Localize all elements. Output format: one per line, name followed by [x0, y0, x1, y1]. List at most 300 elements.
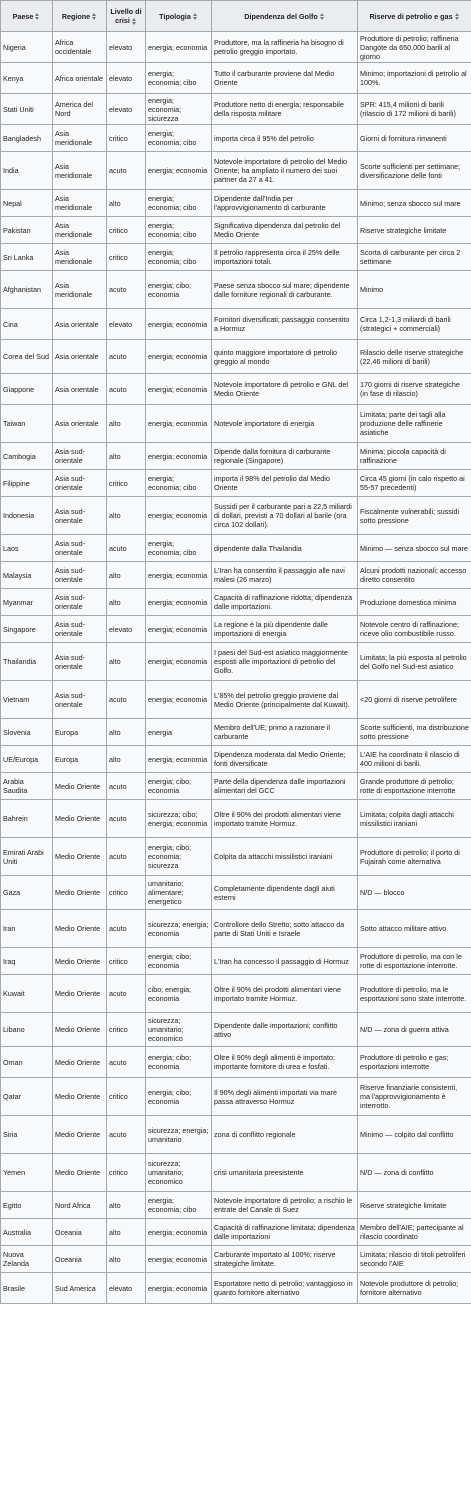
- cell-tipologia: umanitario; alimentare; energetico: [146, 876, 212, 910]
- cell-paese: Indonesia: [1, 497, 53, 535]
- column-header-label: Livello di crisi: [110, 7, 142, 25]
- cell-regione: Asia sud-orientale: [53, 535, 107, 562]
- cell-riserve: Minimo — colpito dal conflitto: [358, 1116, 471, 1154]
- cell-regione: Asia sud-orientale: [53, 616, 107, 643]
- cell-livello-di-crisi: critico: [107, 244, 146, 271]
- cell-riserve: Giorni di fornitura rimanenti: [358, 125, 471, 152]
- cell-regione: Medio Oriente: [53, 773, 107, 800]
- cell-paese: Australia: [1, 1219, 53, 1246]
- cell-regione: Asia sud-orientale: [53, 589, 107, 616]
- cell-livello-di-crisi: critico: [107, 1154, 146, 1192]
- cell-livello-di-crisi: acuto: [107, 681, 146, 719]
- cell-riserve: N/D — zona di conflitto: [358, 1154, 471, 1192]
- cell-regione: Medio Oriente: [53, 910, 107, 948]
- cell-regione: Medio Oriente: [53, 975, 107, 1013]
- cell-paese: Yemen: [1, 1154, 53, 1192]
- cell-riserve: N/D — blocco: [358, 876, 471, 910]
- table-row: [1, 616, 471, 643]
- cell-regione: Asia sud-orientale: [53, 470, 107, 497]
- cell-tipologia: energia; economia; cibo: [146, 63, 212, 94]
- table-row: [1, 1192, 471, 1219]
- cell-regione: Medio Oriente: [53, 1116, 107, 1154]
- cell-tipologia: energia; cibo; economia: [146, 948, 212, 975]
- table-row: [1, 32, 471, 63]
- cell-paese: Filippine: [1, 470, 53, 497]
- cell-dipendenza-del-golfo: L'Iran ha concesso il passaggio di Hormuz: [212, 948, 358, 975]
- cell-tipologia: energia; cibo; economia; sicurezza: [146, 838, 212, 876]
- cell-tipologia: energia; economia: [146, 681, 212, 719]
- cell-dipendenza-del-golfo: L'85% del petrolio greggio proviene dal Medio Oriente (principalmente dal Kuwait).: [212, 681, 358, 719]
- table-row: [1, 773, 471, 800]
- cell-tipologia: energia; economia: [146, 1273, 212, 1304]
- cell-paese: Corea del Sud: [1, 340, 53, 374]
- cell-tipologia: energia; economia: [146, 405, 212, 443]
- sort-arrows-icon[interactable]: [35, 13, 40, 20]
- cell-dipendenza-del-golfo: zona di conflitto regionale: [212, 1116, 358, 1154]
- table-row: [1, 1154, 471, 1192]
- cell-livello-di-crisi: acuto: [107, 535, 146, 562]
- cell-dipendenza-del-golfo: Dipendente dalle importazioni; conflitto attivo: [212, 1013, 358, 1047]
- cell-paese: Vietnam: [1, 681, 53, 719]
- cell-paese: Kenya: [1, 63, 53, 94]
- table-row: [1, 340, 471, 374]
- cell-dipendenza-del-golfo: Il petrolio rappresenta circa il 25% delle importazioni totali.: [212, 244, 358, 271]
- cell-livello-di-crisi: acuto: [107, 374, 146, 405]
- cell-livello-di-crisi: acuto: [107, 773, 146, 800]
- cell-paese: India: [1, 152, 53, 190]
- table-row: [1, 470, 471, 497]
- cell-livello-di-crisi: acuto: [107, 1116, 146, 1154]
- cell-paese: Arabia Saudita: [1, 773, 53, 800]
- cell-riserve: Scorte sufficienti, ma distribuzione sotto pressione: [358, 719, 471, 746]
- cell-dipendenza-del-golfo: Esportatore netto di petrolio; vantaggioso in quanto fornitore alternativo: [212, 1273, 358, 1304]
- cell-riserve: Produttore di petrolio; il porto di Fujairah come alternativa: [358, 838, 471, 876]
- cell-paese: Slovenia: [1, 719, 53, 746]
- cell-riserve: Produttore di petrolio, ma le esportazioni sono state interrotte.: [358, 975, 471, 1013]
- cell-paese: Thailandia: [1, 643, 53, 681]
- cell-tipologia: energia; cibo; economia: [146, 1078, 212, 1116]
- cell-dipendenza-del-golfo: Fornitori diversificati; passaggio consentito a Hormuz: [212, 309, 358, 340]
- cell-paese: Iran: [1, 910, 53, 948]
- cell-regione: Asia sud-orientale: [53, 443, 107, 470]
- cell-tipologia: energia; economia: [146, 1219, 212, 1246]
- cell-riserve: Produttore di petrolio; raffineria Dangote da 650.000 barili al giorno: [358, 32, 471, 63]
- cell-riserve: Riserve strategiche limitate: [358, 217, 471, 244]
- cell-livello-di-crisi: acuto: [107, 152, 146, 190]
- cell-regione: Medio Oriente: [53, 800, 107, 838]
- column-header-label: Dipendenza del Golfo: [244, 11, 318, 21]
- cell-tipologia: sicurezza; umanitario; economico: [146, 1013, 212, 1047]
- cell-dipendenza-del-golfo: Paese senza sbocco sul mare; dipendente dalle forniture regionali di carburante.: [212, 271, 358, 309]
- cell-livello-di-crisi: elevato: [107, 63, 146, 94]
- table-row: [1, 1219, 471, 1246]
- table-row: [1, 1273, 471, 1304]
- cell-livello-di-crisi: alto: [107, 643, 146, 681]
- cell-regione: America del Nord: [53, 94, 107, 125]
- cell-dipendenza-del-golfo: importa il 98% del petrolio dal Medio Oriente: [212, 470, 358, 497]
- cell-regione: Medio Oriente: [53, 1047, 107, 1078]
- cell-paese: Nigeria: [1, 32, 53, 63]
- cell-livello-di-crisi: critico: [107, 1013, 146, 1047]
- column-header-regione[interactable]: [53, 1, 107, 32]
- table-row: [1, 876, 471, 910]
- cell-livello-di-crisi: acuto: [107, 340, 146, 374]
- cell-tipologia: sicurezza; energia; economia: [146, 910, 212, 948]
- cell-dipendenza-del-golfo: Dipendenza moderata dal Medio Oriente; fonti diversificate: [212, 746, 358, 773]
- cell-regione: Medio Oriente: [53, 1078, 107, 1116]
- table-row: [1, 643, 471, 681]
- cell-dipendenza-del-golfo: Il 90% degli alimenti importati via mare passa attraverso Hormuz: [212, 1078, 358, 1116]
- sort-arrows-icon[interactable]: [132, 18, 137, 25]
- cell-paese: Qatar: [1, 1078, 53, 1116]
- cell-regione: Asia sud-orientale: [53, 497, 107, 535]
- cell-regione: Medio Oriente: [53, 876, 107, 910]
- cell-paese: Afghanistan: [1, 271, 53, 309]
- cell-livello-di-crisi: alto: [107, 405, 146, 443]
- cell-dipendenza-del-golfo: Parte della dipendenza dalle importazioni alimentari del GCC: [212, 773, 358, 800]
- cell-tipologia: energia; economia: [146, 152, 212, 190]
- column-header-paese[interactable]: [1, 1, 53, 32]
- cell-riserve: Minimo — senza sbocco sul mare: [358, 535, 471, 562]
- cell-regione: Asia orientale: [53, 374, 107, 405]
- cell-paese: Siria: [1, 1116, 53, 1154]
- table-row: [1, 190, 471, 217]
- cell-paese: Oman: [1, 1047, 53, 1078]
- cell-paese: Singapore: [1, 616, 53, 643]
- cell-riserve: Limitata; parte dei tagli alla produzione delle raffinerie asiatiche: [358, 405, 471, 443]
- cell-tipologia: energia; economia: [146, 374, 212, 405]
- cell-riserve: Circa 1,2-1,3 miliardi di barili (strategici + commerciali): [358, 309, 471, 340]
- cell-tipologia: energia; economia: [146, 1246, 212, 1273]
- cell-regione: Africa occidentale: [53, 32, 107, 63]
- cell-tipologia: energia; economia: [146, 340, 212, 374]
- cell-tipologia: energia; economia; cibo: [146, 1192, 212, 1219]
- cell-livello-di-crisi: alto: [107, 1192, 146, 1219]
- cell-dipendenza-del-golfo: dipendente dalla Thailandia: [212, 535, 358, 562]
- cell-regione: Oceania: [53, 1219, 107, 1246]
- cell-tipologia: energia; economia: [146, 443, 212, 470]
- column-header-label: Riserve di petrolio e gas: [369, 11, 453, 21]
- cell-paese: Bahrein: [1, 800, 53, 838]
- cell-livello-di-crisi: alto: [107, 443, 146, 470]
- cell-livello-di-crisi: acuto: [107, 1047, 146, 1078]
- cell-tipologia: sicurezza; cibo; energia; economia: [146, 800, 212, 838]
- cell-regione: Asia meridionale: [53, 125, 107, 152]
- column-header-tipologia[interactable]: [146, 1, 212, 32]
- cell-livello-di-crisi: alto: [107, 589, 146, 616]
- cell-livello-di-crisi: acuto: [107, 910, 146, 948]
- cell-regione: Asia meridionale: [53, 271, 107, 309]
- cell-dipendenza-del-golfo: Oltre il 90% dei prodotti alimentari viene importato tramite Hormuz.: [212, 800, 358, 838]
- cell-regione: Sud America: [53, 1273, 107, 1304]
- cell-tipologia: cibo; energia; economia: [146, 975, 212, 1013]
- cell-riserve: Fiscalmente vulnerabili; sussidi sotto pressione: [358, 497, 471, 535]
- cell-paese: Taiwan: [1, 405, 53, 443]
- cell-dipendenza-del-golfo: Significativa dipendenza dal petrolio del Medio Oriente: [212, 217, 358, 244]
- cell-riserve: Minimo: [358, 271, 471, 309]
- cell-dipendenza-del-golfo: Oltre il 90% dei prodotti alimentari viene importato tramite Hormuz.: [212, 975, 358, 1013]
- cell-paese: Sri Lanka: [1, 244, 53, 271]
- table-row: [1, 152, 471, 190]
- cell-regione: Europa: [53, 719, 107, 746]
- table-row: [1, 1047, 471, 1078]
- cell-tipologia: energia; economia; cibo: [146, 244, 212, 271]
- table-row: [1, 405, 471, 443]
- cell-livello-di-crisi: alto: [107, 190, 146, 217]
- cell-regione: Asia sud-orientale: [53, 681, 107, 719]
- cell-tipologia: energia; cibo; economia: [146, 271, 212, 309]
- table-row: [1, 910, 471, 948]
- cell-paese: Gaza: [1, 876, 53, 910]
- cell-regione: Asia meridionale: [53, 190, 107, 217]
- cell-riserve: N/D — zona di guerra attiva: [358, 1013, 471, 1047]
- table-row: [1, 271, 471, 309]
- table-row: [1, 562, 471, 589]
- cell-livello-di-crisi: critico: [107, 1078, 146, 1116]
- cell-tipologia: energia; economia; cibo: [146, 470, 212, 497]
- column-header-label: Tipologia: [159, 11, 191, 21]
- table-row: [1, 1116, 471, 1154]
- cell-tipologia: energia; cibo; economia: [146, 773, 212, 800]
- cell-regione: Nord Africa: [53, 1192, 107, 1219]
- cell-dipendenza-del-golfo: crisi umanitaria preesistente: [212, 1154, 358, 1192]
- cell-paese: Nuova Zelanda: [1, 1246, 53, 1273]
- cell-dipendenza-del-golfo: Capacità di raffinazione ridotta; dipendenza dalle importazioni.: [212, 589, 358, 616]
- cell-tipologia: energia; economia: [146, 309, 212, 340]
- table-row: [1, 838, 471, 876]
- cell-livello-di-crisi: alto: [107, 1246, 146, 1273]
- cell-regione: Medio Oriente: [53, 948, 107, 975]
- cell-tipologia: energia; economia: [146, 643, 212, 681]
- table-row: [1, 1013, 471, 1047]
- cell-dipendenza-del-golfo: Completamente dipendente dagli aiuti esterni: [212, 876, 358, 910]
- cell-livello-di-crisi: critico: [107, 125, 146, 152]
- cell-tipologia: energia; economia; cibo: [146, 535, 212, 562]
- table-row: [1, 746, 471, 773]
- cell-livello-di-crisi: elevato: [107, 32, 146, 63]
- cell-dipendenza-del-golfo: Sussidi per il carburante pari a 22,5 miliardi di dollari, previsti a 70 dollari al barile (ora circa 102 dollari).: [212, 497, 358, 535]
- cell-dipendenza-del-golfo: Notevole importatore di petrolio; a rischio le entrate del Canale di Suez: [212, 1192, 358, 1219]
- cell-livello-di-crisi: elevato: [107, 1273, 146, 1304]
- cell-regione: Asia orientale: [53, 405, 107, 443]
- cell-riserve: Produttore di petrolio, ma con le rotte di esportazione interrotte.: [358, 948, 471, 975]
- cell-riserve: Sotto attacco militare attivo: [358, 910, 471, 948]
- cell-dipendenza-del-golfo: Produttore netto di energia; responsabile della risposta militare: [212, 94, 358, 125]
- cell-paese: Brasile: [1, 1273, 53, 1304]
- cell-livello-di-crisi: alto: [107, 1219, 146, 1246]
- cell-livello-di-crisi: critico: [107, 470, 146, 497]
- cell-livello-di-crisi: critico: [107, 948, 146, 975]
- cell-regione: Asia sud-orientale: [53, 643, 107, 681]
- cell-paese: Giappone: [1, 374, 53, 405]
- cell-livello-di-crisi: acuto: [107, 271, 146, 309]
- cell-livello-di-crisi: critico: [107, 217, 146, 244]
- table-row: [1, 94, 471, 125]
- cell-dipendenza-del-golfo: L'Iran ha consentito il passaggio alle navi malesi (26 marzo): [212, 562, 358, 589]
- table-row: [1, 975, 471, 1013]
- cell-dipendenza-del-golfo: Notevole importatore di petrolio e GNL del Medio Oriente: [212, 374, 358, 405]
- column-header-livello-di-crisi[interactable]: [107, 1, 146, 32]
- cell-riserve: Riserve strategiche limitate: [358, 1192, 471, 1219]
- table-row: [1, 374, 471, 405]
- table-row: [1, 800, 471, 838]
- cell-riserve: Alcuni prodotti nazionali; accesso diretto consentito: [358, 562, 471, 589]
- cell-livello-di-crisi: acuto: [107, 838, 146, 876]
- cell-paese: Iraq: [1, 948, 53, 975]
- cell-tipologia: energia; economia: [146, 32, 212, 63]
- cell-regione: Asia meridionale: [53, 217, 107, 244]
- cell-dipendenza-del-golfo: Dipendente dall'India per l'approvvigionamento di carburante: [212, 190, 358, 217]
- table-row: [1, 535, 471, 562]
- cell-tipologia: energia; economia; cibo: [146, 125, 212, 152]
- table-row: [1, 497, 471, 535]
- table-row: [1, 1246, 471, 1273]
- table-row: [1, 125, 471, 152]
- cell-riserve: Membro dell'AIE; partecipante al rilascio coordinato: [358, 1219, 471, 1246]
- cell-dipendenza-del-golfo: Notevole importatore di energia: [212, 405, 358, 443]
- table-row: [1, 63, 471, 94]
- cell-dipendenza-del-golfo: Controllore dello Stretto; sotto attacco da parte di Stati Uniti e Israele: [212, 910, 358, 948]
- cell-tipologia: energia; economia: [146, 562, 212, 589]
- cell-regione: Europa: [53, 746, 107, 773]
- cell-dipendenza-del-golfo: quinto maggiore importatore di petrolio greggio al mondo: [212, 340, 358, 374]
- cell-paese: Malaysia: [1, 562, 53, 589]
- cell-riserve: Minimo; importazioni di petrolio al 100%.: [358, 63, 471, 94]
- cell-regione: Medio Oriente: [53, 1154, 107, 1192]
- column-header-dipendenza-del-golfo[interactable]: [212, 1, 358, 32]
- column-header-label: Regione: [61, 11, 91, 21]
- cell-riserve: Grande produttore di petrolio; rotte di esportazione interrotte: [358, 773, 471, 800]
- cell-regione: Medio Oriente: [53, 838, 107, 876]
- cell-riserve: Produzione domestica minima: [358, 589, 471, 616]
- cell-riserve: Scorta di carburante per circa 2 settimane: [358, 244, 471, 271]
- cell-paese: Pakistan: [1, 217, 53, 244]
- cell-riserve: Notevole produttore di petrolio; fornitore alternativo: [358, 1273, 471, 1304]
- cell-tipologia: energia; economia; cibo: [146, 217, 212, 244]
- table-row: [1, 217, 471, 244]
- cell-tipologia: energia; economia; sicurezza: [146, 94, 212, 125]
- cell-dipendenza-del-golfo: Colpita da attacchi missilistici iraniani: [212, 838, 358, 876]
- cell-livello-di-crisi: acuto: [107, 975, 146, 1013]
- cell-regione: Africa orientale: [53, 63, 107, 94]
- cell-dipendenza-del-golfo: Capacità di raffinazione limitata; dipendenza dalle importazioni: [212, 1219, 358, 1246]
- cell-dipendenza-del-golfo: Notevole importatore di petrolio del Medio Oriente; ha ampliato il numero dei suoi partner da 27 a 41.: [212, 152, 358, 190]
- cell-livello-di-crisi: elevato: [107, 616, 146, 643]
- cell-paese: Laos: [1, 535, 53, 562]
- sort-arrows-icon[interactable]: [455, 13, 460, 20]
- cell-tipologia: energia; economia; cibo: [146, 190, 212, 217]
- cell-regione: Asia meridionale: [53, 244, 107, 271]
- cell-riserve: Limitata; rilascio di titoli petroliferi secondo l'AIE: [358, 1246, 471, 1273]
- cell-dipendenza-del-golfo: Membro dell'UE; primo a razionare il carburante: [212, 719, 358, 746]
- cell-riserve: SPR: 415,4 milioni di barili (rilascio di 172 milioni di barili): [358, 94, 471, 125]
- cell-dipendenza-del-golfo: Produttore, ma la raffineria ha bisogno di petrolio greggio importato.: [212, 32, 358, 63]
- cell-riserve: Circa 45 giorni (in calo rispetto ai 55-57 precedenti): [358, 470, 471, 497]
- cell-riserve: Limitata; colpita dagli attacchi missilistici iraniani: [358, 800, 471, 838]
- cell-paese: Nepal: [1, 190, 53, 217]
- cell-tipologia: energia; economia: [146, 589, 212, 616]
- cell-dipendenza-del-golfo: La regione è la più dipendente dalle importazioni di energia: [212, 616, 358, 643]
- cell-paese: Egitto: [1, 1192, 53, 1219]
- cell-riserve: Notevole centro di raffinazione; riceve olio combustibile russo.: [358, 616, 471, 643]
- cell-riserve: Scorte sufficienti per settimane; diversificazione delle fonti: [358, 152, 471, 190]
- table-row: [1, 309, 471, 340]
- cell-tipologia: energia; cibo; economia: [146, 1047, 212, 1078]
- table-row: [1, 244, 471, 271]
- cell-riserve: Riserve finanziarie consistenti, ma l'approvvigionamento è interrotto.: [358, 1078, 471, 1116]
- cell-livello-di-crisi: alto: [107, 497, 146, 535]
- cell-livello-di-crisi: critico: [107, 876, 146, 910]
- cell-regione: Asia orientale: [53, 309, 107, 340]
- cell-paese: Emirati Arabi Uniti: [1, 838, 53, 876]
- cell-tipologia: sicurezza; energia; umanitario: [146, 1116, 212, 1154]
- cell-riserve: Limitata; la più esposta al petrolio del Golfo nel Sud-est asiatico: [358, 643, 471, 681]
- cell-paese: UE/Europa: [1, 746, 53, 773]
- cell-paese: Cina: [1, 309, 53, 340]
- cell-tipologia: energia: [146, 719, 212, 746]
- table-row: [1, 589, 471, 616]
- cell-dipendenza-del-golfo: Dipende dalla fornitura di carburante regionale (Singapore): [212, 443, 358, 470]
- cell-livello-di-crisi: alto: [107, 746, 146, 773]
- cell-dipendenza-del-golfo: Tutto il carburante proviene dal Medio Oriente: [212, 63, 358, 94]
- cell-riserve: Minimo; senza sbocco sul mare: [358, 190, 471, 217]
- header-row: [1, 1, 471, 32]
- cell-paese: Cambogia: [1, 443, 53, 470]
- cell-regione: Asia sud-orientale: [53, 562, 107, 589]
- cell-tipologia: energia; economia: [146, 616, 212, 643]
- sort-arrows-icon[interactable]: [193, 13, 198, 20]
- cell-livello-di-crisi: elevato: [107, 94, 146, 125]
- table-row: [1, 443, 471, 470]
- cell-livello-di-crisi: acuto: [107, 800, 146, 838]
- cell-livello-di-crisi: alto: [107, 562, 146, 589]
- cell-paese: Kuwait: [1, 975, 53, 1013]
- cell-riserve: <20 giorni di riserve petrolifere: [358, 681, 471, 719]
- cell-regione: Medio Oriente: [53, 1013, 107, 1047]
- cell-regione: Asia meridionale: [53, 152, 107, 190]
- cell-paese: Libano: [1, 1013, 53, 1047]
- table-row: [1, 948, 471, 975]
- table-row: [1, 1078, 471, 1116]
- cell-tipologia: energia; economia: [146, 746, 212, 773]
- cell-dipendenza-del-golfo: I paesi del Sud-est asiatico maggiormente esposti alle importazioni di petrolio del Golfo.: [212, 643, 358, 681]
- cell-livello-di-crisi: elevato: [107, 309, 146, 340]
- cell-regione: Oceania: [53, 1246, 107, 1273]
- cell-dipendenza-del-golfo: Oltre il 90% degli alimenti è importato; importante fornitore di urea e fosfati.: [212, 1047, 358, 1078]
- cell-dipendenza-del-golfo: importa circa il 95% del petrolio: [212, 125, 358, 152]
- cell-tipologia: sicurezza; umanitario; economico: [146, 1154, 212, 1192]
- column-header-label: Paese: [12, 11, 34, 21]
- cell-livello-di-crisi: alto: [107, 719, 146, 746]
- cell-dipendenza-del-golfo: Carburante importato al 100%; riserve strategiche limitate.: [212, 1246, 358, 1273]
- cell-tipologia: energia; economia: [146, 497, 212, 535]
- cell-riserve: Produttore di petrolio e gas; esportazioni interrotte: [358, 1047, 471, 1078]
- cell-paese: Bangladesh: [1, 125, 53, 152]
- cell-regione: Asia orientale: [53, 340, 107, 374]
- table-body: [1, 32, 471, 1304]
- cell-riserve: 170 giorni di riserve strategiche (in fase di rilascio): [358, 374, 471, 405]
- cell-riserve: L'AIE ha coordinato il rilascio di 400 milioni di barili.: [358, 746, 471, 773]
- table-row: [1, 719, 471, 746]
- column-header-riserve[interactable]: [358, 1, 471, 32]
- cell-paese: Stati Uniti: [1, 94, 53, 125]
- cell-riserve: Minima; piccola capacità di raffinazione: [358, 443, 471, 470]
- table-row: [1, 681, 471, 719]
- sort-arrows-icon[interactable]: [92, 13, 97, 20]
- cell-paese: Myanmar: [1, 589, 53, 616]
- cell-riserve: Rilascio delle riserve strategiche (22,46 milioni di barili): [358, 340, 471, 374]
- sort-arrows-icon[interactable]: [320, 13, 325, 20]
